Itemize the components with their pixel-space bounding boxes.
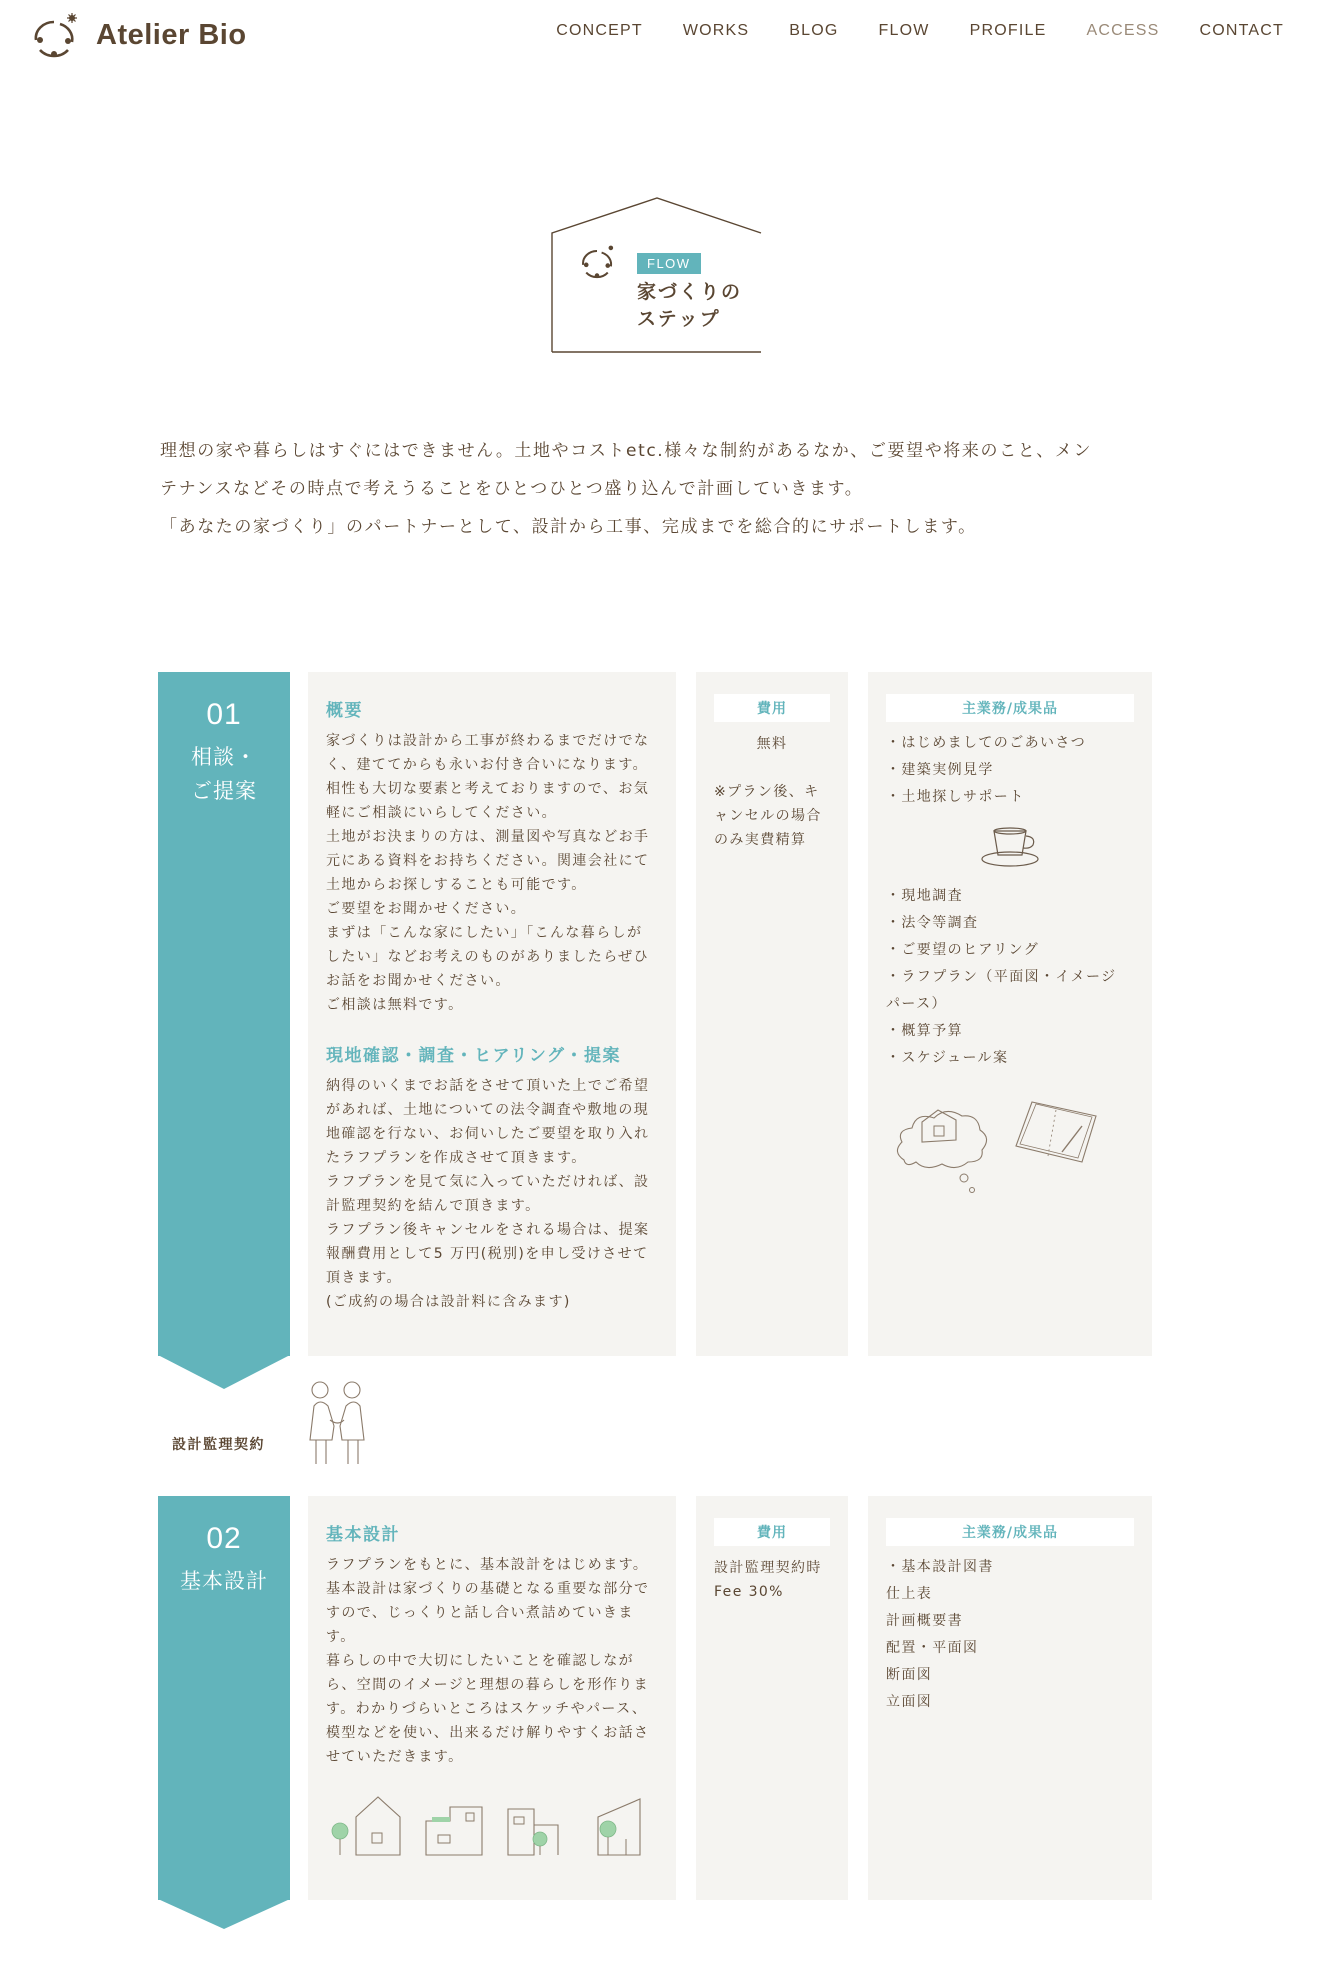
body-line: ら、空間のイメージと理想の暮らしを形作りま bbox=[326, 1677, 649, 1693]
contract-label: 設計監理契約 bbox=[172, 1437, 265, 1453]
body-line: すので、じっくりと話し合い煮詰めていきま bbox=[326, 1605, 634, 1621]
deliverable-item: ・スケジュール案 bbox=[886, 1050, 1009, 1066]
fee-label: 費用 bbox=[714, 1518, 830, 1546]
body-line: ラフプランを見て気に入っていただければ、設 bbox=[326, 1174, 650, 1190]
fee-line: 設計監理契約時 bbox=[714, 1560, 822, 1576]
contract-separator bbox=[0, 1376, 1318, 1476]
fee-line: ※プラン後、キ bbox=[714, 784, 820, 800]
body-line: 土地がお決まりの方は、測量図や写真などお手 bbox=[326, 829, 650, 845]
fee-line: のみ実費精算 bbox=[714, 832, 807, 848]
intro-line: 理想の家や暮らしはすぐにはできません。土地やコストetc.様々な制約があるなか、ご要望や将来のこと、メン bbox=[160, 441, 1093, 461]
deliverable-item: ・土地探しサポート bbox=[886, 789, 1025, 805]
site-logo[interactable] bbox=[28, 12, 247, 58]
body-line: 元にある資料をお持ちください。関連会社にて bbox=[326, 853, 650, 869]
deliverable-item: 立面図 bbox=[886, 1694, 933, 1710]
body-line: ラフプラン後キャンセルをされる場合は、提案 bbox=[326, 1222, 650, 1238]
nav-concept[interactable]: CONCEPT bbox=[556, 22, 643, 39]
section-body bbox=[326, 1074, 666, 1314]
deliverable-item: パース） bbox=[886, 996, 947, 1012]
step-number: 01 bbox=[206, 698, 242, 731]
body-line: 地確認を行ない、お伺いしたご要望を取り入れ bbox=[326, 1126, 650, 1142]
ribbon-arrow-icon bbox=[158, 1899, 290, 1929]
handshake-people-icon bbox=[306, 1380, 370, 1468]
body-line: 家づくりは設計から工事が終わるまでだけでな bbox=[326, 733, 650, 749]
nav-works[interactable]: WORKS bbox=[682, 22, 750, 39]
body-line: 軽にご相談にいらしてください。 bbox=[326, 805, 557, 821]
step-description-panel bbox=[308, 672, 676, 1356]
fee-line: ャンセルの場合 bbox=[714, 808, 822, 824]
body-line: まずは「こんな家にしたい」「こんな暮らしが bbox=[326, 925, 643, 941]
deliverables-label: 主業務/成果品 bbox=[886, 694, 1134, 722]
site-header bbox=[0, 0, 1318, 70]
body-line: お話をお聞かせください。 bbox=[326, 973, 511, 989]
step-title-line2: ご提案 bbox=[191, 779, 257, 803]
fee-line: 無料 bbox=[756, 736, 788, 752]
deliverables-list bbox=[886, 883, 1134, 1072]
body-line: たラフプランを作成させて頂きます。 bbox=[326, 1150, 587, 1166]
body-line: ご要望をお聞かせください。 bbox=[326, 901, 527, 917]
step-title bbox=[158, 740, 290, 808]
fee-text bbox=[714, 732, 830, 852]
nav-profile[interactable]: PROFILE bbox=[969, 22, 1047, 39]
step-title-line1: 基本設計 bbox=[180, 1569, 268, 1593]
body-line: ご相談は無料です。 bbox=[326, 997, 464, 1013]
deliverable-item: ・ラフプラン（平面図・イメージ bbox=[886, 969, 1117, 985]
step-deliverables-panel bbox=[868, 1496, 1152, 1900]
body-line: 模型などを使い、出来るだけ解りやすくお話さ bbox=[326, 1725, 650, 1741]
deliverable-item: ・はじめましてのごあいさつ bbox=[886, 735, 1087, 751]
hero-badge: FLOW bbox=[637, 253, 701, 274]
section-heading: 概要 bbox=[326, 701, 363, 721]
fee-text bbox=[714, 1556, 830, 1604]
step-title bbox=[158, 1564, 290, 1598]
deliverable-item: ・概算予算 bbox=[886, 1023, 963, 1039]
intro-line: 「あなたの家づくり」のパートナーとして、設計から工事、完成までを総合的にサポートします。 bbox=[160, 517, 977, 537]
body-line: 基本設計は家づくりの基礎となる重要な部分で bbox=[326, 1581, 650, 1597]
house-sketches-icon bbox=[326, 1787, 666, 1867]
step-ribbon bbox=[158, 1496, 290, 1900]
brand-name: Atelier Bio bbox=[96, 18, 247, 51]
coffee-cup-icon bbox=[978, 821, 1048, 869]
body-line: (ご成約の場合は設計料に含みます) bbox=[326, 1294, 571, 1310]
intro-line: テナンスなどその時点で考えうることをひとつひとつ盛り込んで計画していきます。 bbox=[160, 479, 864, 499]
hero-logo-icon bbox=[577, 243, 617, 279]
deliverable-item: 配置・平面図 bbox=[886, 1640, 979, 1656]
deliverables-label: 主業務/成果品 bbox=[886, 1518, 1134, 1546]
deliverables-list bbox=[886, 730, 1134, 811]
deliverable-item: ・建築実例見学 bbox=[886, 762, 994, 778]
deliverable-item: ・現地調査 bbox=[886, 888, 963, 904]
nav-contact[interactable]: CONTACT bbox=[1199, 22, 1284, 39]
deliverables-list bbox=[886, 1554, 1134, 1716]
page-hero bbox=[549, 195, 765, 355]
fee-line bbox=[714, 756, 830, 780]
body-line: 相性も大切な要素と考えておりますので、お気 bbox=[326, 781, 650, 797]
body-line: く、建ててからも永いお付き合いになります。 bbox=[326, 757, 648, 773]
step-ribbon bbox=[158, 672, 290, 1356]
step-deliverables-panel bbox=[868, 672, 1152, 1356]
body-line: 頂きます。 bbox=[326, 1270, 402, 1286]
deliverable-item: ・基本設計図書 bbox=[886, 1559, 994, 1575]
page-title-line1: 家づくりの bbox=[637, 281, 743, 303]
section-body bbox=[326, 1553, 666, 1769]
page-title bbox=[637, 279, 757, 333]
step-number: 02 bbox=[206, 1522, 242, 1555]
section-body bbox=[326, 729, 666, 1017]
deliverable-item: ・ご要望のヒアリング bbox=[886, 942, 1040, 958]
body-line: ラフプランをもとに、基本設計をはじめます。 bbox=[326, 1557, 649, 1573]
section-heading: 現地確認・調査・ヒアリング・提案 bbox=[326, 1046, 621, 1066]
body-line: 計監理契約を結んで頂きます。 bbox=[326, 1198, 541, 1214]
intro-text bbox=[160, 432, 1160, 546]
nav-access[interactable]: ACCESS bbox=[1086, 22, 1160, 39]
fee-line: Fee 30% bbox=[714, 1584, 784, 1600]
body-line: す。 bbox=[326, 1629, 356, 1645]
nav-blog[interactable]: BLOG bbox=[789, 22, 839, 39]
main-nav bbox=[556, 22, 1284, 40]
step-fee-panel bbox=[696, 672, 848, 1356]
step-01 bbox=[0, 672, 1318, 1390]
body-line: 暮らしの中で大切にしたいことを確認しなが bbox=[326, 1653, 634, 1669]
step-fee-panel bbox=[696, 1496, 848, 1900]
section-heading: 基本設計 bbox=[326, 1525, 400, 1545]
page-title-line2: ステップ bbox=[637, 308, 721, 330]
step-02 bbox=[0, 1496, 1318, 1969]
body-line: す。わかりづらいところはスケッチやパース、 bbox=[326, 1701, 648, 1717]
body-line: 納得のいくまでお話をさせて頂いた上でご希望 bbox=[326, 1078, 650, 1094]
body-line: せていただきます。 bbox=[326, 1749, 464, 1765]
fee-label: 費用 bbox=[714, 694, 830, 722]
step-title-line1: 相談・ bbox=[191, 745, 257, 769]
body-line: 報酬費用として5 万円(税別)を申し受けさせて bbox=[326, 1246, 649, 1262]
logo-icon bbox=[28, 12, 80, 58]
deliverable-item: 計画概要書 bbox=[886, 1613, 963, 1629]
body-line: があれば、土地についての法令調査や敷地の現 bbox=[326, 1102, 650, 1118]
step-description-panel bbox=[308, 1496, 676, 1900]
body-line: したい」などお考えのものがありましたらぜひ bbox=[326, 949, 649, 965]
nav-flow[interactable]: FLOW bbox=[878, 22, 930, 39]
deliverable-item: 断面図 bbox=[886, 1667, 933, 1683]
deliverable-item: ・法令等調査 bbox=[886, 915, 979, 931]
deliverable-item: 仕上表 bbox=[886, 1586, 933, 1602]
body-line: 土地からお探しすることも可能です。 bbox=[326, 877, 587, 893]
thinking-house-and-notebook-icon bbox=[886, 1082, 1126, 1202]
